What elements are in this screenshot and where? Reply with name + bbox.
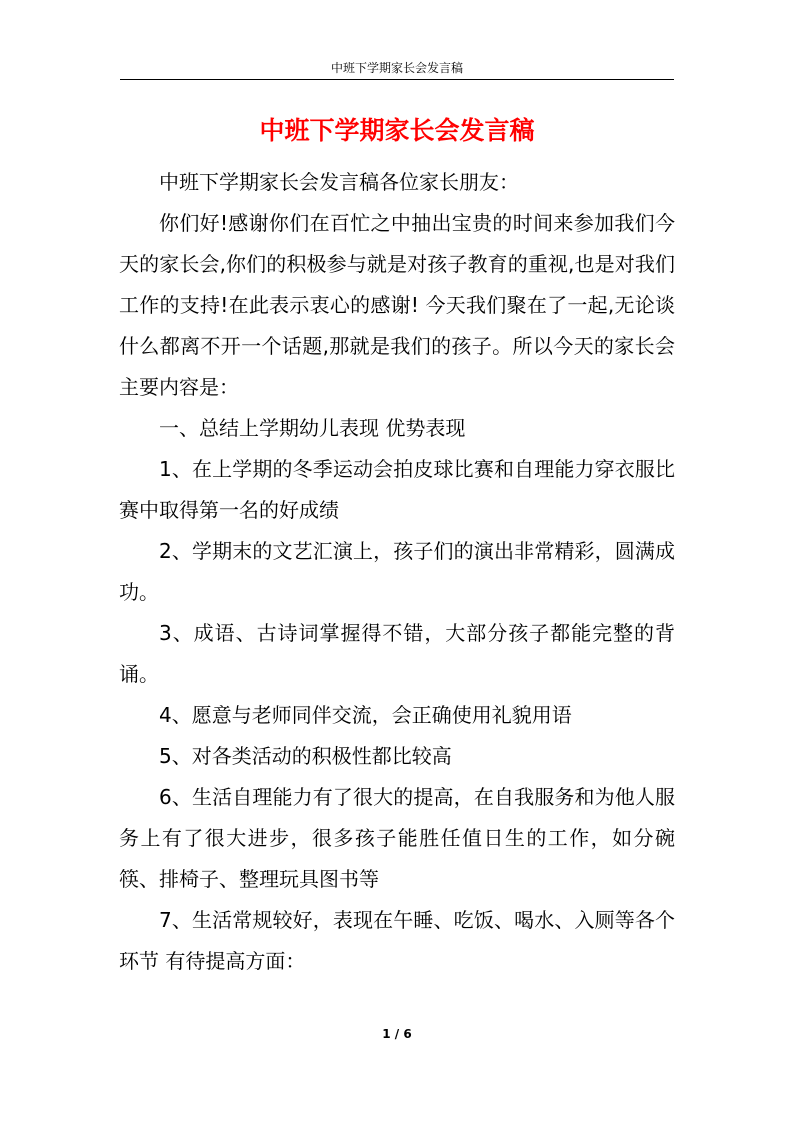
paragraph-opening: 你们好!感谢你们在百忙之中抽出宝贵的时间来参加我们今天的家长会,你们的积极参与就是对孩子教育的重视,也是对我们工作的支持!在此表示衷心的感谢! 今天我们聚在了一起,无论谈什么都离不开一个话题,那就是我们的孩子。所以今天的家长会主要内容是：: [119, 211, 675, 399]
paragraph-item-3: 3、成语、古诗词掌握得不错，大部分孩子都能完整的背诵。: [119, 621, 675, 686]
paragraph-section-heading: 一、总结上学期幼儿表现 优势表现: [159, 416, 466, 440]
header-divider: [120, 79, 674, 80]
paragraph-greeting: 中班下学期家长会发言稿各位家长朋友：: [159, 170, 519, 194]
paragraph-item-2: 2、学期末的文艺汇演上，孩子们的演出非常精彩，圆满成功。: [119, 539, 675, 604]
document-body: [119, 162, 675, 982]
paragraph-item-7: 7、生活常规较好，表现在午睡、吃饭、喝水、入厕等各个环节 有待提高方面：: [119, 908, 675, 973]
page-number: 1 / 6: [382, 1027, 412, 1041]
paragraph-item-5: 5、对各类活动的积极性都比较高: [159, 744, 452, 768]
running-header: 中班下学期家长会发言稿: [330, 61, 463, 75]
paragraph-item-4: 4、愿意与老师同伴交流，会正确使用礼貌用语: [159, 703, 572, 727]
paragraph-item-6: 6、生活自理能力有了很大的提高，在自我服务和为他人服务上有了很大进步，很多孩子能胜任值日生的工作，如分碗筷、排椅子、整理玩具图书等: [119, 785, 675, 891]
paragraph-item-1: 1、在上学期的冬季运动会拍皮球比赛和自理能力穿衣服比赛中取得第一名的好成绩: [119, 457, 675, 522]
document-title: 中班下学期家长会发言稿: [259, 116, 535, 145]
